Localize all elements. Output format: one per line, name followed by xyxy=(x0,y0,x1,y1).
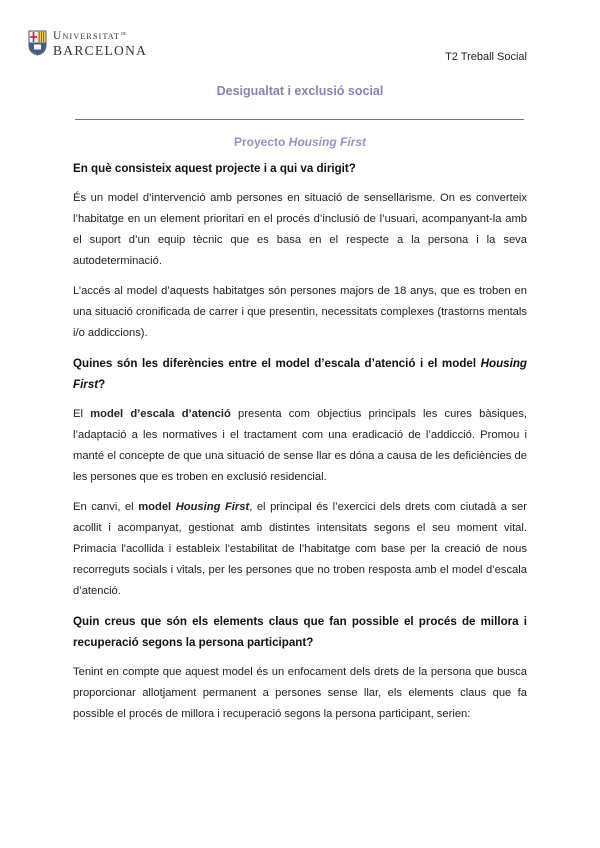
paragraph-5: Tenint en compte que aquest model és un enfocament dels drets de la persona que busca proporcionar allotjament permanent a persones sense llar, els elements claus que fa possible el procés de millora i recuperació segons la persona participant, serien: xyxy=(73,666,527,720)
title-divider xyxy=(75,119,524,120)
question-2: Quines són les diferències entre el model d’escala d’atenció i el model Housing First? xyxy=(73,357,527,391)
document-subtitle: Proyecto Housing First xyxy=(233,135,367,149)
document-title: Desigualtat i exclusió social xyxy=(216,84,384,98)
paragraph-1: És un model d’intervenció amb persones en situació de sensellarisme. On es converteix l’habitatge en un element prioritari en el procés d’inclusió de l’usuari, acompanyant-la amb el suport d’un equip tècnic que es basa en el respecte a la persona i la seva autodeterminació. xyxy=(73,192,527,267)
course-label: T2 Treball Social xyxy=(445,51,527,63)
paragraph-4: En canvi, el model Housing First, el principal és l’exercici dels drets com ciutadà a ser acollit i acompanyat, gestionat amb distintes intensitats segons el seu moment vital. Primacia l'acollida i estableix l’estabilitat de l’habitatge com base per la creació de nous recorreguts socials i vitals, per les persones que no troben resposta amb el model d’escala d’atenció. xyxy=(73,501,527,597)
paragraph-2: L’accés al model d’aquests habitatges són persones majors de 18 anys, que es troben en una situació cronificada de carrer i que presentin, necessitats complexes (trastorns mentals i/o addiccions). xyxy=(73,285,527,339)
university-logo xyxy=(28,30,147,57)
paragraph-3: El model d’escala d’atenció presenta com objectius principals les cures bàsiques, l’adaptació a les normatives i el tractament com una eradicació de l’addicció. Promou i manté el concepte de que una situació de sense llar es dóna a causa de les deficiències de les persones que es troben en exclusió residencial. xyxy=(73,408,527,483)
question-3: Quin creus que són els elements claus que fan possible el procés de millora i recuperació segons la persona participant? xyxy=(73,615,527,649)
document-body xyxy=(73,158,527,734)
logo-line-2: BARCELONA xyxy=(53,42,148,58)
university-shield-icon xyxy=(28,30,47,56)
question-1: En què consisteix aquest projecte i a qui va dirigit? xyxy=(73,162,356,175)
logo-line-1: Universitat$^{de}$ xyxy=(53,30,127,42)
